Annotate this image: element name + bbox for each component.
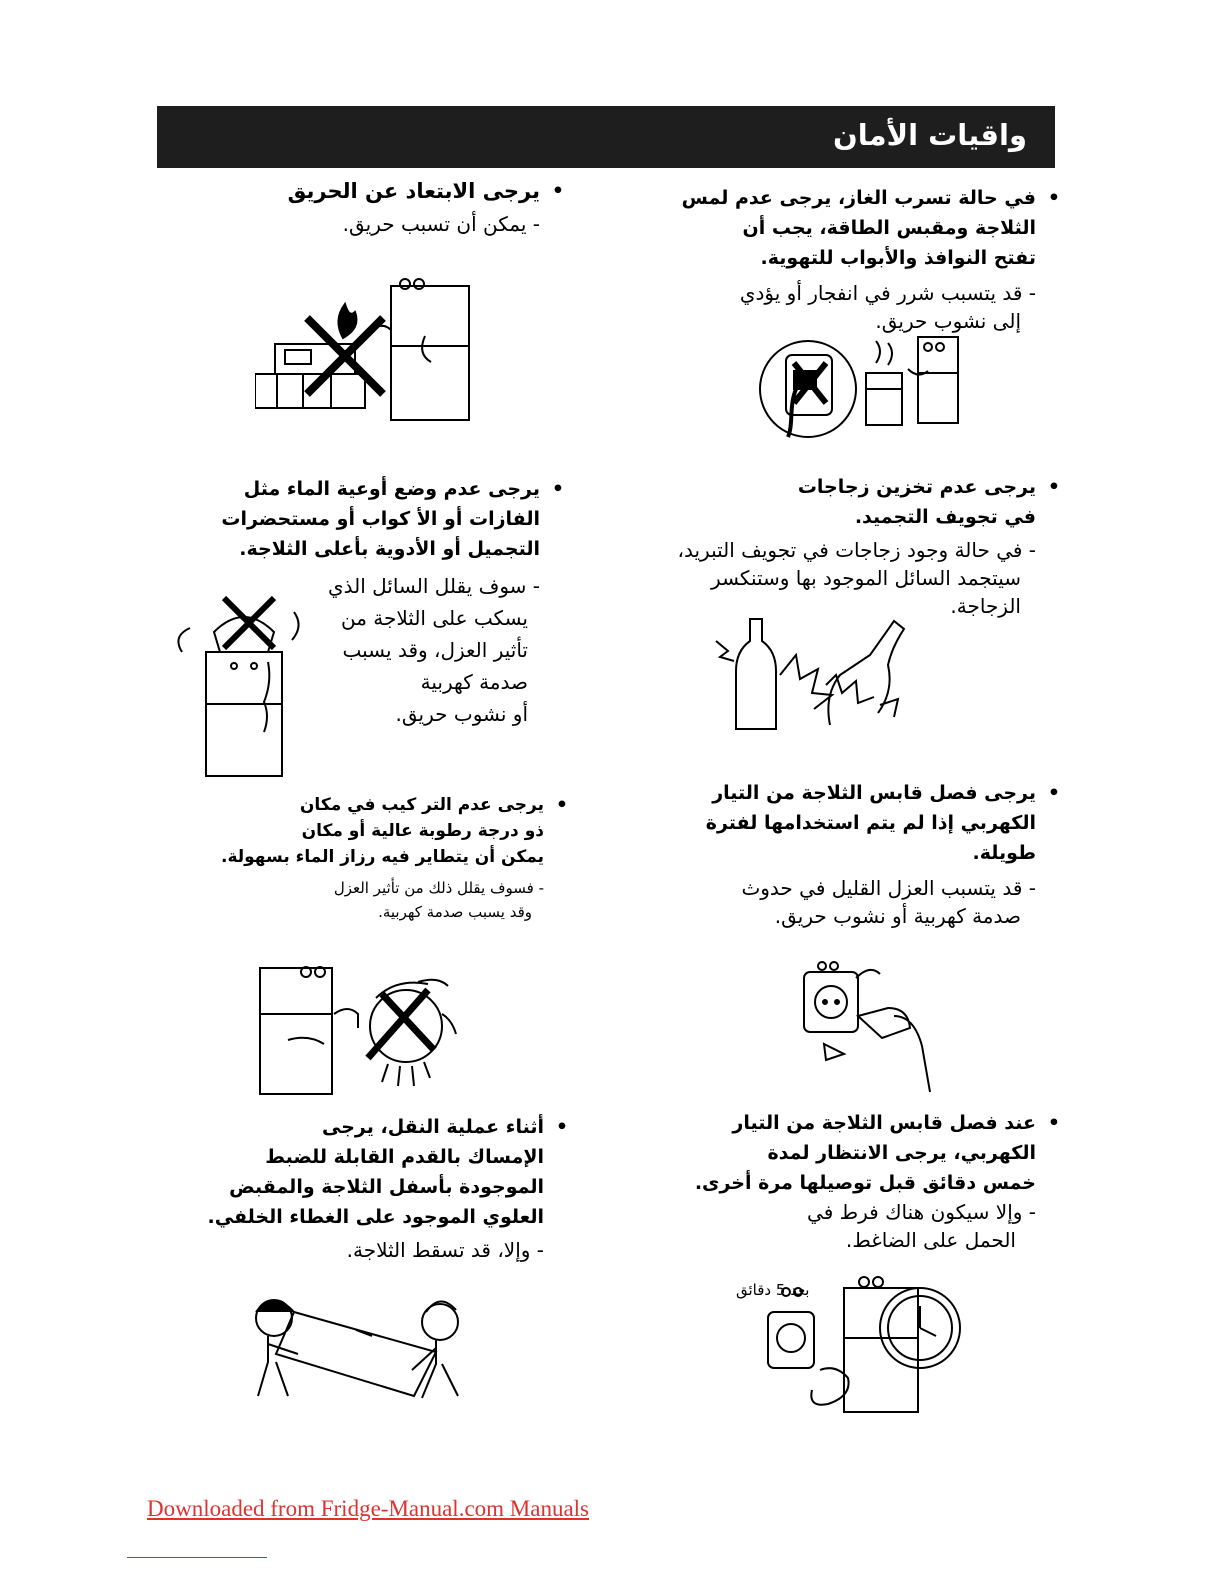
gas-leak-heading: • في حالة تسرب الغاز، يرجى عدم لمس الثلاجة ومقبس الطاقة، يجب أن تفتح النوافذ والأبواب للتهوية. xyxy=(636,183,1036,273)
broken-bottles-illustration xyxy=(710,615,920,735)
unplug-illustration xyxy=(798,958,938,1096)
bottles-section xyxy=(616,472,1060,620)
humidity-illustration xyxy=(258,954,468,1096)
five-minutes-caption: بعد 5 دقائق xyxy=(736,1281,810,1299)
bullet-icon: • xyxy=(1047,187,1060,209)
wait-note: - وإلا سيكون هناك فرط في الحمل على الضاغط. xyxy=(807,1200,1036,1252)
wait-timer-illustration xyxy=(760,1272,970,1418)
gas-leak-illustration xyxy=(758,333,968,443)
transport-illustration xyxy=(246,1292,468,1412)
fire-note: - يمكن أن تسبب حريق. xyxy=(342,212,540,236)
bullet-icon: • xyxy=(1047,476,1060,498)
unplug-heading: • يرجى فصل قابس الثلاجة من التيار الكهربي إذا لم يتم استخدامها لفترة طويلة. xyxy=(636,778,1036,868)
fire-section xyxy=(160,176,564,238)
fire-heading: • يرجى الابتعاد عن الحريق xyxy=(160,176,540,206)
footer-rule xyxy=(127,1557,267,1558)
unplug-note: - قد يتسبب العزل القليل في حدوث صدمة كهربية أو نشوب حريق. xyxy=(741,876,1036,928)
transport-note: - وإلا، قد تسقط الثلاجة. xyxy=(346,1238,544,1262)
bullet-icon: • xyxy=(555,1116,568,1138)
fire-illustration xyxy=(255,276,475,424)
humidity-section xyxy=(164,792,568,924)
water-containers-heading: • يرجى عدم وضع أوعية الماء مثل الفازات أو الأ كواب أو مستحضرات التجميل أو الأدوية بأعلى الثلاجة. xyxy=(160,474,540,564)
footer-download-link[interactable]: Downloaded from Fridge-Manual.com Manuals xyxy=(147,1496,590,1521)
transport-heading: • أثناء عملية النقل، يرجى الإمساك بالقدم القابلة للضبط الموجودة بأسفل الثلاجة والمقبض العلوي الموجود على الغطاء الخلفي. xyxy=(164,1112,544,1232)
bullet-icon: • xyxy=(551,478,564,500)
bottles-note: - في حالة وجود زجاجات في تجويف التبريد، سيتجمد السائل الموجود بها وستنكسر الزجاجة. xyxy=(677,538,1036,618)
humidity-heading: • يرجى عدم التر كيب في مكان ذو درجة رطوبة عالية أو مكان يمكن أن يتطاير فيه رزاز الماء بسهولة. xyxy=(221,794,568,867)
gas-leak-note: - قد يتسبب شرر في انفجار أو يؤدي إلى نشوب حريق. xyxy=(739,281,1036,333)
gas-leak-section xyxy=(636,183,1060,335)
bullet-icon: • xyxy=(555,794,568,816)
water-spill-illustration xyxy=(174,592,304,782)
bottles-heading: • يرجى عدم تخزين زجاجات في تجويف التجميد. xyxy=(616,472,1036,532)
bullet-icon: • xyxy=(1047,1112,1060,1134)
wait-heading: • عند فصل قابس الثلاجة من التيار الكهربي، يرجى الانتظار لمدة خمس دقائق قبل توصيلها مرة أخرى. xyxy=(616,1108,1036,1198)
bullet-icon: • xyxy=(1047,782,1060,804)
transport-section xyxy=(164,1112,568,1264)
section-header-bar xyxy=(157,106,1055,168)
page-title: واقيات الأمان xyxy=(832,118,1027,152)
humidity-note: - فسوف يقلل ذلك من تأثير العزل وقد يسبب صدمة كهربية. xyxy=(333,879,544,921)
wait-section xyxy=(616,1108,1060,1254)
unplug-section xyxy=(636,778,1060,930)
bullet-icon: • xyxy=(551,180,564,202)
water-containers-note: - سوف يقلل السائل الذي يسكب على الثلاجة من تأثير العزل، وقد يسبب صدمة كهربية أو نشوب حريق. xyxy=(327,574,540,726)
